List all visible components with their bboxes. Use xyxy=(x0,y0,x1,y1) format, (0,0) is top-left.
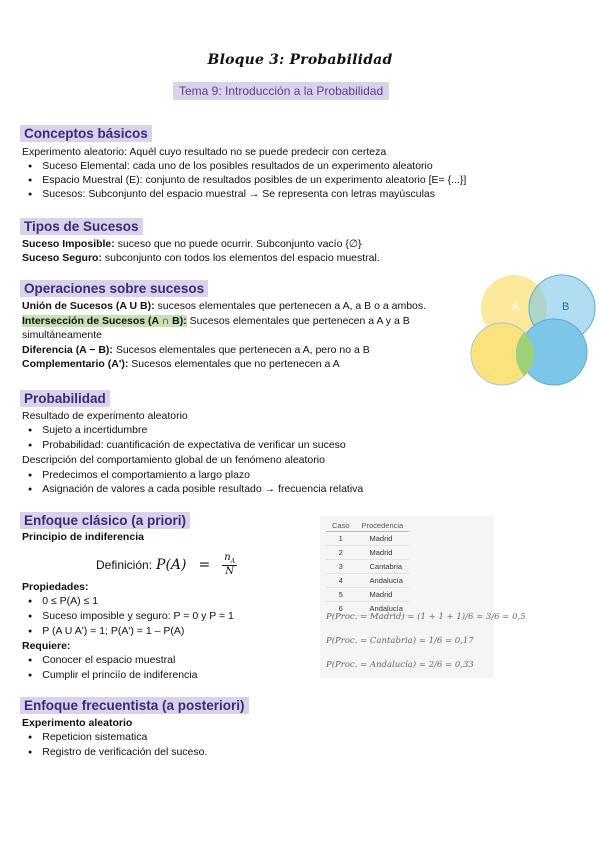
table-row xyxy=(326,588,409,602)
definition-complementario xyxy=(22,357,340,371)
term-interseccion: Intersección de Sucesos (A ∩ B): xyxy=(22,315,187,327)
table-cell: Madrid xyxy=(356,532,410,546)
text-diferencia: Sucesos elementales que pertenecen a A, pero no a B xyxy=(112,344,370,356)
table-header-row xyxy=(326,520,409,532)
table-cell: Andalucía xyxy=(356,574,410,588)
text-interseccion-cont: simultáneamente xyxy=(22,329,102,341)
formula-equals: = xyxy=(198,556,211,573)
formula-madrid: P(Proc. = Madrid) = (1 + 1 + 1)/6 = 3/6 = 0,5 xyxy=(326,612,526,622)
text-seguro: subconjunto con todos los elementos del espacio muestral. xyxy=(101,252,380,264)
venn-label-a: A xyxy=(512,301,520,313)
table-cell: 6 xyxy=(326,602,356,616)
frecuentista-sub-label xyxy=(22,716,132,730)
definition-interseccion xyxy=(22,314,410,328)
list-item: ● Espacio Muestral (E): conjunto de resultados posibles de un experimento aleatorio [E= {...}] xyxy=(28,173,466,189)
table-cell: 5 xyxy=(326,588,356,602)
list-item: ● Sucesos: Subconjunto del espacio muestral → Se representa con letras mayúsculas xyxy=(28,187,435,203)
formula-cantabria: P(Proc. = Cantabria) = 1/6 = 0,17 xyxy=(326,636,474,646)
formula-n: n xyxy=(224,552,231,563)
table-cell: 4 xyxy=(326,574,356,588)
table-header-caso: Caso xyxy=(326,520,356,532)
principio-text: Principio de indiferencia xyxy=(22,531,144,543)
formula-andalucia: P(Proc. = Andalucía) = 2/6 = 0,33 xyxy=(326,660,474,670)
formula-numerator xyxy=(222,552,237,566)
table-cell: 3 xyxy=(326,560,356,574)
text-interseccion: Sucesos elementales que pertenecen a A y a B xyxy=(186,315,410,327)
propiedades-label xyxy=(22,580,89,594)
propiedades-text: Propiedades: xyxy=(22,581,89,593)
formula-n-subscript: A xyxy=(230,558,236,565)
list-item: ● 0 ≤ P(A) ≤ 1 xyxy=(28,594,98,610)
table-cell: Andalucía xyxy=(356,602,410,616)
list-item: ● Predecimos el comportamiento a largo plazo xyxy=(28,468,250,484)
term-union: Unión de Sucesos (A U B): xyxy=(22,300,155,312)
list-item: ● Sujeto a incertidumbre xyxy=(28,423,147,439)
section-heading-conceptos: Conceptos básicos xyxy=(20,125,152,142)
formula-label: Definición: xyxy=(96,557,153,572)
table-cell: Madrid xyxy=(356,546,410,560)
text-union: sucesos elementales que pertenecen a A, a B o a ambos. xyxy=(154,300,427,312)
probabilidad-line1: Resultado de experimento aleatorio xyxy=(22,410,188,422)
principio-label xyxy=(22,530,144,544)
table-cell: 2 xyxy=(326,546,356,560)
table-row xyxy=(326,560,409,574)
list-item: ● Cumplir el princiío de indiferencia xyxy=(28,668,197,684)
definition-union xyxy=(22,299,426,313)
example-table xyxy=(326,520,409,616)
definition-imposible xyxy=(22,237,362,251)
topic-subtitle: Tema 9: Introducción a la Probabilidad xyxy=(173,82,389,100)
venn-diagram xyxy=(468,268,596,392)
text-complementario: Sucesos elementales que no pertenecen a A xyxy=(128,358,340,370)
section-heading-clasico: Enfoque clásico (a priori) xyxy=(20,512,190,529)
section-heading-operaciones: Operaciones sobre sucesos xyxy=(20,280,208,297)
list-item: ● Conocer el espacio muestral xyxy=(28,653,175,669)
section-heading-tipos: Tipos de Sucesos xyxy=(20,218,143,235)
table-cell: Madrid xyxy=(356,588,410,602)
table-header-procedencia: Procedencia xyxy=(356,520,410,532)
formula-denominator: N xyxy=(225,566,234,577)
section-heading-frecuentista: Enfoque frecuentista (a posteriori) xyxy=(20,697,249,714)
conceptos-intro: Experimento aleatorio: Aquél cuyo resultado no se puede predecir con certeza xyxy=(22,146,387,158)
list-item: ● Registro de verificación del suceso. xyxy=(28,745,207,761)
list-item: ● Suceso Elemental: cada uno de los posibles resultados de un experimento aleatorio xyxy=(28,159,433,175)
list-item: ● Probabilidad: cuantificación de expectativa de verificar un suceso xyxy=(28,438,346,454)
definition-diferencia xyxy=(22,343,370,357)
definition-seguro xyxy=(22,251,380,265)
section-heading-probabilidad: Probabilidad xyxy=(20,390,110,407)
probabilidad-line2: Descripción del comportamiento global de un fenómeno aleatorio xyxy=(22,454,325,466)
term-seguro: Suceso Seguro: xyxy=(22,252,102,264)
table-row xyxy=(326,546,409,560)
requiere-text: Requiere: xyxy=(22,640,71,652)
frecuentista-sub-text: Experimento aleatorio xyxy=(22,717,133,729)
page-title: Bloque 3: Probabilidad xyxy=(207,52,393,68)
term-imposible: Suceso Imposible: xyxy=(22,238,115,250)
example-table-figure xyxy=(320,516,526,678)
list-item: ● Suceso imposible y seguro: P = 0 y P = 1 xyxy=(28,609,234,625)
formula-fraction xyxy=(222,552,237,577)
requiere-label xyxy=(22,639,70,653)
venn-label-b: B xyxy=(562,301,570,313)
table-cell: Cantabria xyxy=(356,560,410,574)
term-diferencia: Diferencia (A − B): xyxy=(22,344,113,356)
list-item: ● Asignación de valores a cada posible resultado → frecuencia relativa xyxy=(28,482,363,498)
list-item: ● Repeticion sistematica xyxy=(28,730,147,746)
formula-lhs: P(A) xyxy=(156,556,187,573)
text-imposible: suceso que no puede ocurrir. Subconjunto vacío {∅} xyxy=(114,238,362,250)
table-row xyxy=(326,574,409,588)
table-row xyxy=(326,532,409,546)
table-cell: 1 xyxy=(326,532,356,546)
list-item: ● P (A U A') = 1; P(A') = 1 – P(A) xyxy=(28,624,184,640)
term-complementario: Complementario (A'): xyxy=(22,358,129,370)
definition-formula xyxy=(96,552,237,577)
